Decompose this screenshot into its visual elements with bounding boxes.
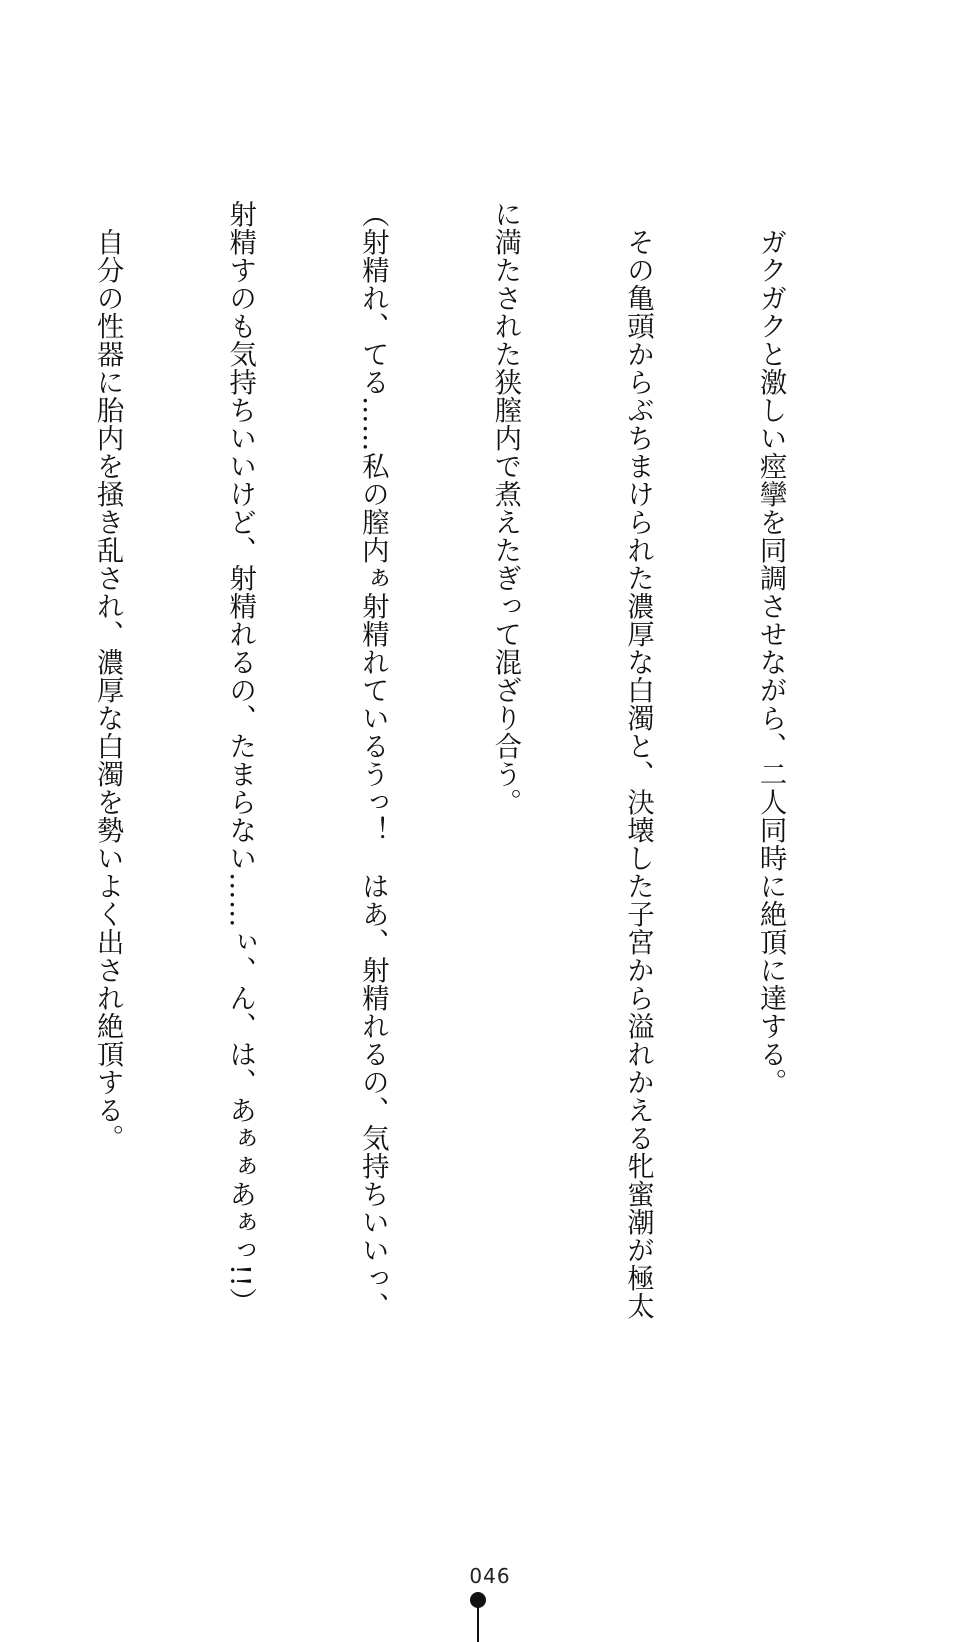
text-line: 自分の性器に胎内を掻き乱され、濃厚な白濁を勢いよく出され絶頂する。 bbox=[91, 200, 123, 1152]
page-number: 046 bbox=[469, 1564, 511, 1588]
vertical-text-body bbox=[91, 200, 880, 1340]
text-line: ガクガクと激しい痙攣を同調させながら、二人同時に絶頂に達する。 bbox=[754, 200, 786, 1096]
text-line: （射精れ、てる……私の膣内ぁ射精れているうっ！ はあ、射精れるの、気持ちいいっ、 bbox=[356, 200, 388, 1320]
text-line: に満たされた狭膣内で煮えたぎって混ざり合う。 bbox=[489, 200, 521, 816]
text-line: 射精すのも気持ちいいけど、射精れるの、たまらない……ぃ、ん、は、あぁぁあぁっ!!） bbox=[224, 200, 256, 1316]
text-line: その亀頭からぶちまけられた濃厚な白濁と、決壊した子宮から溢れかえる牝蜜潮が極太 bbox=[621, 200, 653, 1320]
folio-line bbox=[477, 1606, 479, 1642]
